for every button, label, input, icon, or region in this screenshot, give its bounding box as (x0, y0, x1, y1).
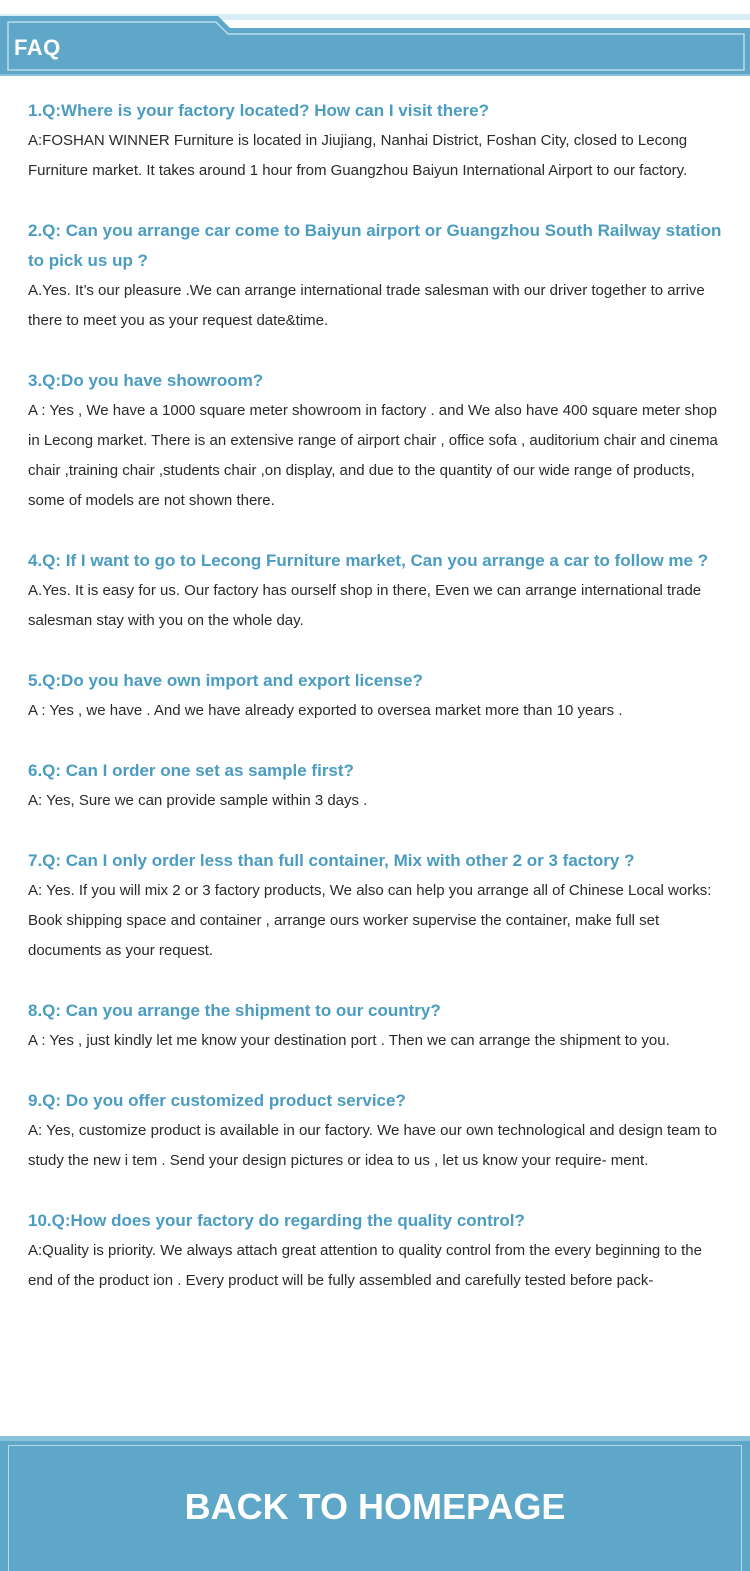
faq-question: 5.Q:Do you have own import and export license? (28, 671, 423, 690)
faq-item (28, 366, 728, 516)
faq-answer: A:Quality is priority. We always attach great attention to quality control from the every beginning to the end of the product ion . Every product will be fully assembled and carefully tested before pack- (28, 1242, 702, 1289)
faq-answer: A: Yes. If you will mix 2 or 3 factory products, We also can help you arrange all of Chinese Local works: Book shipping space and container , arrange ours worker supervise the container, make full set documents as your request. (28, 882, 712, 959)
faq-answer: A : Yes , we have . And we have already exported to oversea market more than 10 years . (28, 702, 623, 719)
faq-answer: A : Yes , just kindly let me know your destination port . Then we can arrange the shipment to you. (28, 1032, 670, 1049)
faq-header-banner (0, 0, 750, 76)
faq-item (28, 216, 728, 336)
back-to-homepage-button[interactable]: BACK TO HOMEPAGE (184, 1486, 566, 1527)
faq-list (28, 96, 728, 1326)
faq-item (28, 846, 728, 966)
faq-question: 9.Q: Do you offer customized product service? (28, 1091, 406, 1110)
faq-item (28, 546, 728, 636)
faq-question: 3.Q:Do you have showroom? (28, 371, 264, 390)
faq-item (28, 1206, 728, 1296)
faq-answer: A: Yes, customize product is available in our factory. We have our own technological and design team to study the new i tem . Send your design pictures or idea to us , let us know your require- ment. (28, 1122, 718, 1169)
faq-item (28, 996, 728, 1056)
faq-header (0, 0, 750, 76)
faq-item (28, 666, 728, 726)
faq-question: 2.Q: Can you arrange car come to Baiyun airport or Guangzhou South Railway station to pick us up ? (28, 221, 722, 270)
faq-answer: A:FOSHAN WINNER Furniture is located in Jiujiang, Nanhai District, Foshan City, closed to Lecong Furniture market. It takes around 1 hour from Guangzhou Baiyun International Airport to our factory. (28, 132, 688, 179)
page-title: FAQ (14, 35, 61, 60)
faq-answer: A.Yes. It’s our pleasure .We can arrange international trade salesman with our driver together to arrive there to meet you as your request date&time. (28, 282, 705, 329)
faq-item (28, 96, 728, 186)
faq-question: 10.Q:How does your factory do regarding the quality control? (28, 1211, 525, 1230)
faq-answer: A: Yes, Sure we can provide sample within 3 days . (28, 792, 368, 809)
footer-banner (0, 1436, 750, 1571)
faq-question: 4.Q: If I want to go to Lecong Furniture market, Can you arrange a car to follow me ? (28, 551, 709, 570)
faq-item (28, 756, 728, 816)
faq-question: 8.Q: Can you arrange the shipment to our country? (28, 1001, 441, 1020)
faq-question: 6.Q: Can I order one set as sample first? (28, 761, 354, 780)
faq-item (28, 1086, 728, 1176)
faq-question: 7.Q: Can I only order less than full container, Mix with other 2 or 3 factory ? (28, 851, 635, 870)
faq-answer: A.Yes. It is easy for us. Our factory has ourself shop in there, Even we can arrange international trade salesman stay with you on the whole day. (28, 582, 702, 629)
faq-question: 1.Q:Where is your factory located? How can I visit there? (28, 101, 490, 120)
faq-answer: A : Yes , We have a 1000 square meter showroom in factory . and We also have 400 square meter shop in Lecong market. There is an extensive range of airport chair , office sofa , auditorium chair and cinema chair ,training chair ,students chair ,on display, and due to the quantity of our wide range of products, some of models are not shown there. (28, 402, 718, 509)
